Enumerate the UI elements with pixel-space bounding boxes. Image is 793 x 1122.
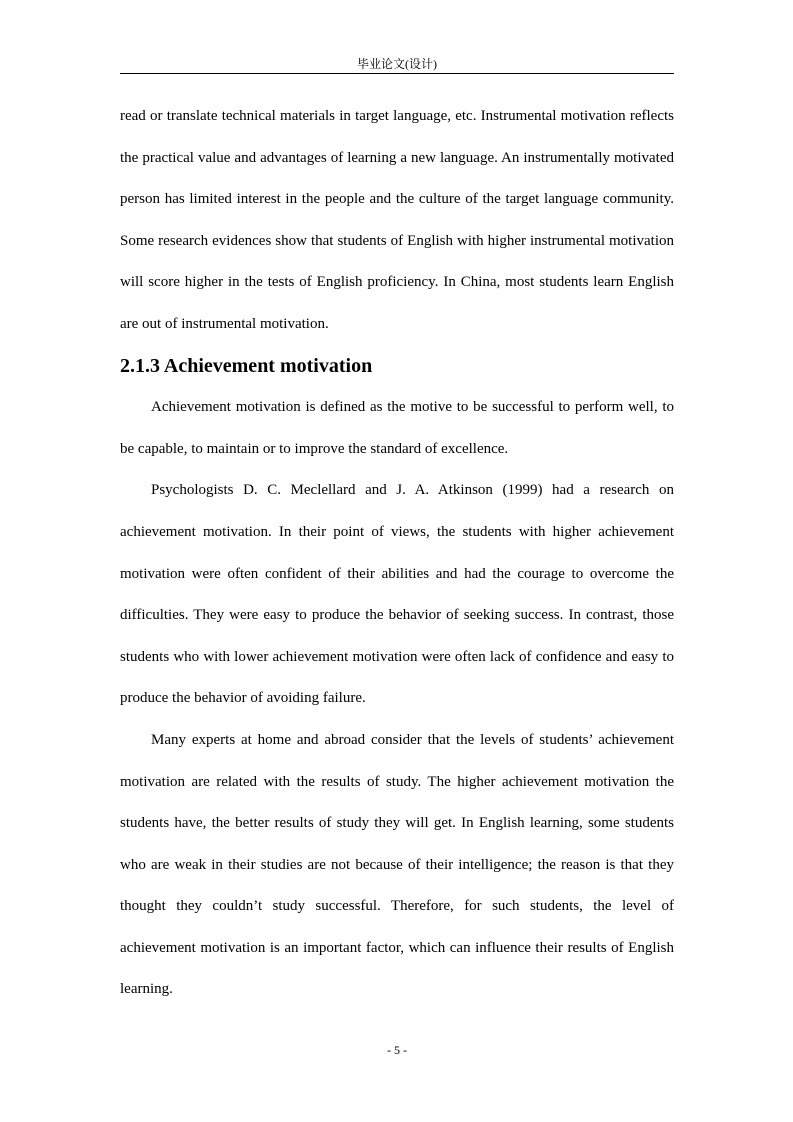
page-number: - 5 - <box>387 1043 407 1057</box>
paragraph-psychologists-research: Psychologists D. C. Meclellard and J. A. Atkinson (1999) had a research on achievement motivation. In their point of views, the students with higher achievement motivation were often confident of their abilities and had the courage to overcome the difficulties. They were easy to produce the behavior of seeking success. In contrast, those students who with lower achievement motivation were often lack of confidence and easy to produce the behavior of avoiding failure. <box>120 482 674 707</box>
section-heading-achievement-motivation: 2.1.3 Achievement motivation <box>120 354 373 377</box>
paragraph-achievement-definition: Achievement motivation is defined as the motive to be successful to perform well, to be capable, to maintain or to improve the standard of excellence. <box>120 399 674 457</box>
paragraph-experts-opinion: Many experts at home and abroad consider that the levels of students’ achievement motivation are related with the results of study. The higher achievement motivation the students have, the better results of study they will get. In English learning, some students who are weak in their studies are not because of their intelligence; the reason is that they thought they couldn’t study successful. Therefore, for such students, the level of achievement motivation is an important factor, which can influence their results of English learning. <box>120 731 674 998</box>
page-body <box>120 96 674 1011</box>
paragraph-instrumental-motivation: read or translate technical materials in target language, etc. Instrumental motivation reflects the practical value and advantages of learning a new language. An instrumentally motivated person has limited interest in the people and the culture of the target language community. Some research evidences show that students of English with higher instrumental motivation will score higher in the tests of English proficiency. In China, most students learn English are out of instrumental motivation. <box>120 108 674 332</box>
running-header: 毕业论文(设计) <box>357 57 437 71</box>
header-rule <box>120 73 674 74</box>
